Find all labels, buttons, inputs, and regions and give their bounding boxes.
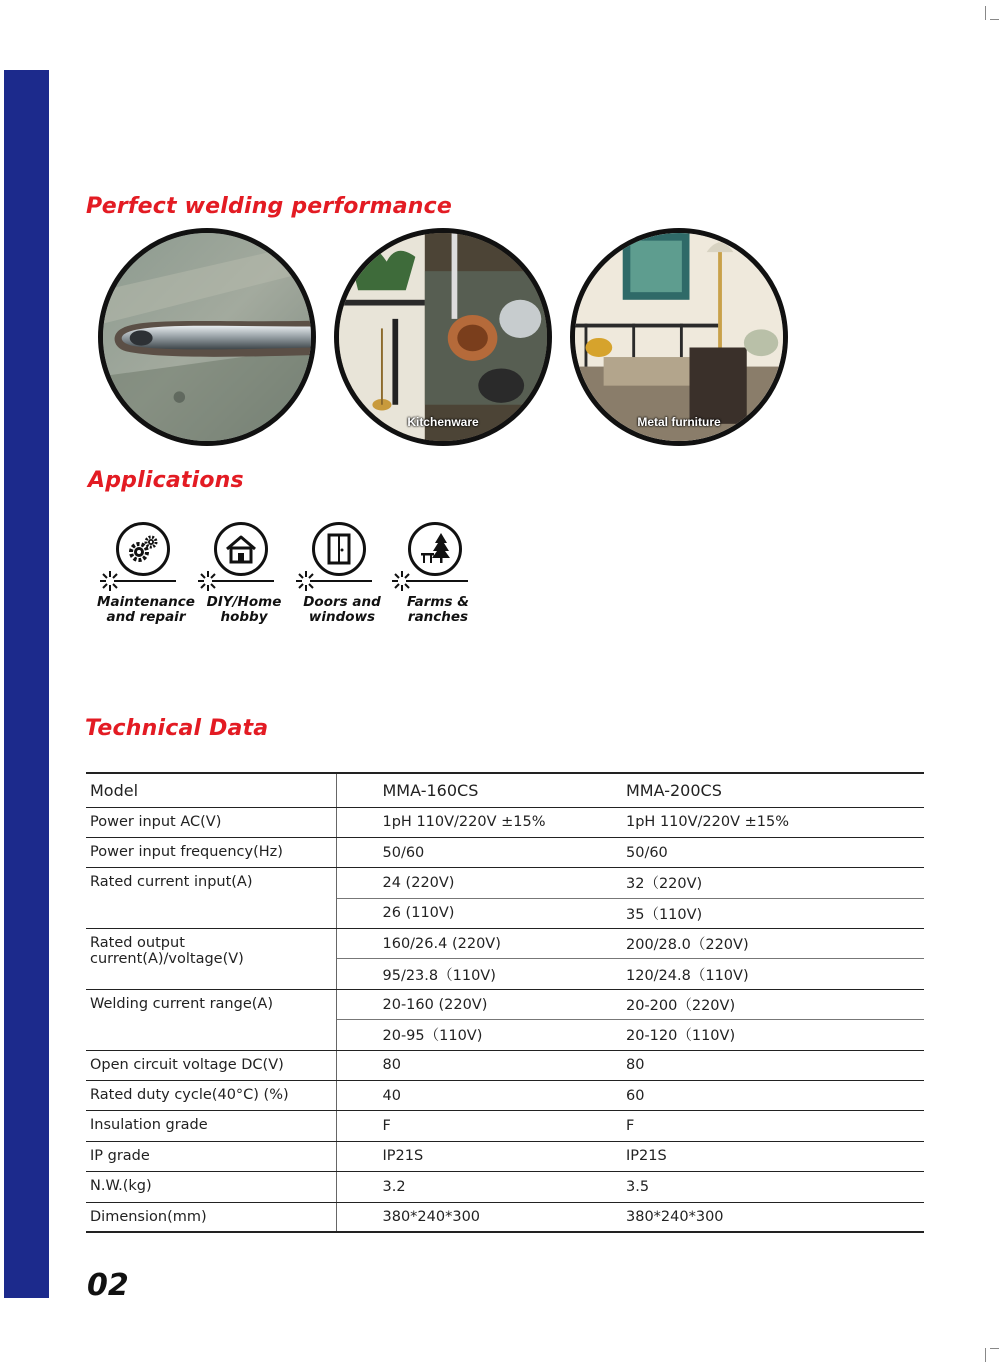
row-value-2: IP21S <box>583 1141 924 1171</box>
divider-line <box>412 580 468 582</box>
row-value-2: 3.5 <box>583 1172 924 1202</box>
row-value-1: 20-160 (220V) <box>336 989 583 1019</box>
row-label: N.W.(kg) <box>86 1172 336 1202</box>
kitchenware-photo <box>334 228 552 446</box>
table-row <box>86 1081 924 1111</box>
row-value-2: 60 <box>583 1081 924 1111</box>
application-label: Farms & ranches <box>406 594 469 625</box>
weld-bead-photo <box>98 228 316 446</box>
tree-icon <box>408 522 462 576</box>
row-label: Rated duty cycle(40°C) (%) <box>86 1081 336 1111</box>
table-row <box>86 1050 924 1080</box>
spark-icon <box>295 570 317 592</box>
application-diy <box>194 522 294 632</box>
application-label: Maintenance and repair <box>97 594 195 625</box>
header-label: Model <box>86 773 336 807</box>
row-value-2: 1pH 110V/220V ±15% <box>583 807 924 837</box>
metal-furniture-photo <box>570 228 788 446</box>
row-value-1: 160/26.4 (220V) <box>336 929 583 959</box>
table-row <box>86 1172 924 1202</box>
house-icon <box>214 522 268 576</box>
kitchenware-label: Kitchenware <box>407 415 479 429</box>
row-label: Rated current input(A) <box>86 868 336 929</box>
row-value-2: 200/28.0（220V) <box>583 929 924 959</box>
row-value-1: 80 <box>336 1050 583 1080</box>
performance-title: Perfect welding performance <box>86 194 453 219</box>
spark-icon <box>99 570 121 592</box>
row-label: Dimension(mm) <box>86 1202 336 1232</box>
row-value-2: 380*240*300 <box>583 1202 924 1232</box>
crop-mark-bottom <box>985 1348 986 1362</box>
application-maintenance <box>96 522 196 632</box>
divider-line <box>120 580 176 582</box>
row-value-1: 24 (220V) <box>336 868 583 898</box>
table-row <box>86 1141 924 1171</box>
row-value-2: 120/24.8（110V) <box>583 959 924 989</box>
application-label: Doors and windows <box>303 594 381 625</box>
door-icon <box>312 522 366 576</box>
header-model-2: MMA-200CS <box>583 773 924 807</box>
crop-mark-top <box>985 6 986 20</box>
row-label: Welding current range(A) <box>86 989 336 1050</box>
row-value-1: 26 (110V) <box>336 898 583 928</box>
row-value-1: 95/23.8（110V) <box>336 959 583 989</box>
metal-furniture-label: Metal furniture <box>637 415 721 429</box>
table-row <box>86 868 924 898</box>
row-value-2: 50/60 <box>583 837 924 867</box>
row-value-1: 50/60 <box>336 837 583 867</box>
row-value-1: 380*240*300 <box>336 1202 583 1232</box>
technical-data-table <box>86 772 924 1233</box>
row-label: Rated output current(A)/voltage(V) <box>86 929 336 990</box>
row-label: IP grade <box>86 1141 336 1171</box>
row-value-2: 20-200（220V) <box>583 989 924 1019</box>
sidebar-stripe <box>4 70 49 1298</box>
header-model-1: MMA-160CS <box>336 773 583 807</box>
row-value-1: 40 <box>336 1081 583 1111</box>
row-value-1: F <box>336 1111 583 1141</box>
applications-title: Applications <box>88 468 244 493</box>
table-header-row <box>86 773 924 807</box>
row-label: Open circuit voltage DC(V) <box>86 1050 336 1080</box>
row-value-2: 32（220V) <box>583 868 924 898</box>
page-number: 02 <box>87 1268 129 1303</box>
divider-line <box>316 580 372 582</box>
row-label: Insulation grade <box>86 1111 336 1141</box>
spark-icon <box>197 570 219 592</box>
crop-mark-bottom-h <box>990 1348 999 1349</box>
row-value-1: IP21S <box>336 1141 583 1171</box>
application-label: DIY/Home hobby <box>206 594 282 625</box>
spark-icon <box>391 570 413 592</box>
row-value-2: 20-120（110V) <box>583 1020 924 1050</box>
row-value-1: 20-95（110V) <box>336 1020 583 1050</box>
table-row <box>86 929 924 959</box>
table-row <box>86 1111 924 1141</box>
table-row <box>86 1202 924 1232</box>
row-label: Power input AC(V) <box>86 807 336 837</box>
crop-mark-top-h <box>990 19 999 20</box>
gears-icon <box>116 522 170 576</box>
divider-line <box>218 580 274 582</box>
row-value-2: 80 <box>583 1050 924 1080</box>
table-row <box>86 989 924 1019</box>
row-label: Power input frequency(Hz) <box>86 837 336 867</box>
table-row <box>86 807 924 837</box>
row-value-1: 1pH 110V/220V ±15% <box>336 807 583 837</box>
row-value-2: 35（110V) <box>583 898 924 928</box>
row-value-2: F <box>583 1111 924 1141</box>
application-doors <box>292 522 392 632</box>
row-value-1: 3.2 <box>336 1172 583 1202</box>
table-row <box>86 837 924 867</box>
technical-data-title: Technical Data <box>85 716 269 741</box>
application-farms <box>388 522 488 632</box>
